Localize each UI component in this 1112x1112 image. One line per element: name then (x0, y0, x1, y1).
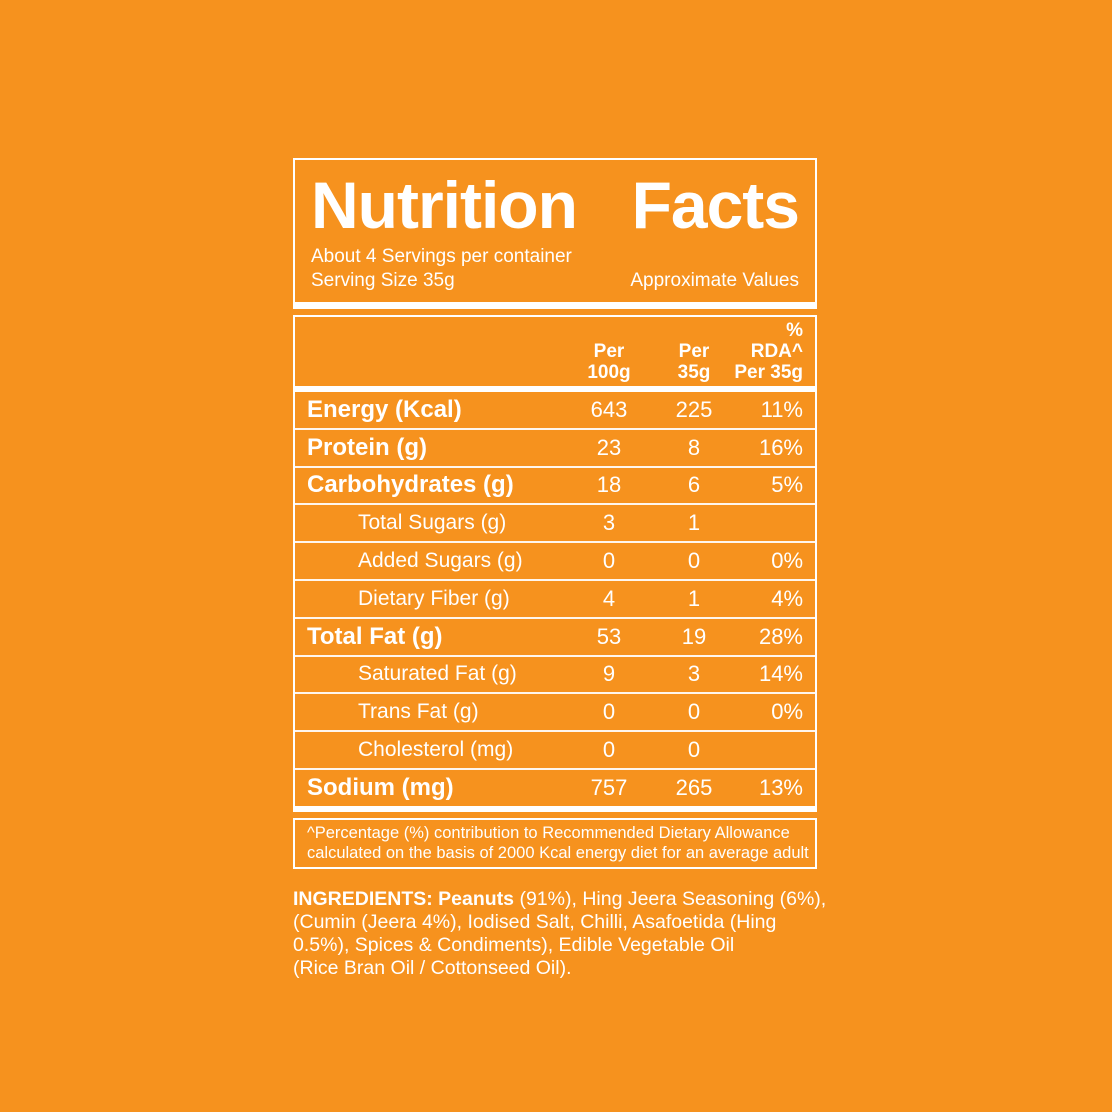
ingredients-line: (Rice Bran Oil / Cottonseed Oil). (293, 956, 572, 979)
table-row (295, 692, 815, 730)
value-per-35g: 1 (687, 585, 701, 611)
value-per-100g: 18 (596, 472, 622, 498)
value-rda-per-35g: 28% (758, 623, 803, 649)
row-label: Total Fat (g) (307, 622, 443, 650)
value-per-100g: 757 (590, 774, 628, 800)
row-label: Dietary Fiber (g) (358, 586, 510, 610)
title-word-nutrition: Nutrition (311, 168, 577, 242)
value-per-35g: 3 (687, 661, 701, 687)
value-per-35g: 6 (687, 472, 701, 498)
value-per-35g: 225 (675, 396, 713, 422)
table-row (295, 392, 815, 428)
row-label: Saturated Fat (g) (358, 662, 517, 686)
ingredients-line: (Cumin (Jeera 4%), Iodised Salt, Chilli, Asafoetida (Hing (293, 910, 777, 933)
value-rda-per-35g: 14% (758, 661, 803, 687)
row-label: Total Sugars (g) (358, 511, 507, 535)
row-label: Cholesterol (mg) (358, 738, 514, 762)
header-box (293, 158, 817, 309)
nutrition-facts-label (293, 158, 893, 980)
value-per-35g: 0 (687, 737, 701, 763)
value-rda-per-35g: 4% (771, 585, 803, 611)
value-rda-per-35g: 0% (771, 548, 803, 574)
row-label: Sodium (mg) (307, 773, 454, 801)
value-per-35g: 8 (687, 434, 701, 460)
value-rda-per-35g: 13% (758, 774, 803, 800)
col-header-per-35g (659, 341, 729, 383)
footnote-line: ^Percentage (%) contribution to Recommended Dietary Allowance (307, 823, 790, 842)
value-per-100g: 643 (590, 396, 628, 422)
value-per-35g: 19 (681, 623, 707, 649)
value-per-100g: 53 (596, 623, 622, 649)
value-rda-per-35g: 11% (760, 396, 803, 422)
row-label: Trans Fat (g) (358, 700, 479, 724)
value-per-100g: 23 (596, 434, 622, 460)
col-header-line: 35g (677, 362, 711, 383)
col-header-line: Per (678, 341, 710, 362)
col-header-line: Per (593, 341, 625, 362)
value-per-100g: 0 (602, 699, 616, 725)
table-row (295, 466, 815, 504)
footnote-line: calculated on the basis of 2000 Kcal energy diet for an average adult (307, 843, 809, 862)
value-per-35g: 265 (675, 774, 713, 800)
table-row (295, 768, 815, 806)
ingredients-section (293, 888, 893, 980)
value-per-100g: 0 (602, 548, 616, 574)
value-per-100g: 0 (602, 737, 616, 763)
table-row (295, 503, 815, 541)
ingredients-line (293, 888, 893, 911)
col-header-line: Per 35g (734, 362, 803, 383)
table-row (295, 579, 815, 617)
approximate-values-label: Approximate Values (630, 270, 799, 291)
nutrition-table (293, 315, 817, 812)
value-per-35g: 0 (687, 699, 701, 725)
value-per-35g: 0 (687, 548, 701, 574)
value-rda-per-35g: 5% (771, 472, 803, 498)
servings-per-container: About 4 Servings per container (311, 246, 572, 267)
row-label: Protein (g) (307, 433, 427, 461)
ingredients-line: 0.5%), Spices & Condiments), Edible Vegetable Oil (293, 933, 735, 956)
col-header-rda-per-35g (729, 320, 803, 383)
col-header-per-100g (559, 341, 659, 383)
table-row (295, 541, 815, 579)
table-row (295, 730, 815, 768)
value-rda-per-35g: 16% (758, 434, 803, 460)
ingredients-text: (91%), Hing Jeera Seasoning (6%), (514, 887, 827, 910)
table-row (295, 655, 815, 693)
row-label: Added Sugars (g) (358, 549, 523, 573)
table-row (295, 428, 815, 466)
value-per-100g: 4 (602, 585, 616, 611)
rda-footnote (293, 818, 817, 869)
column-headers (295, 317, 815, 392)
col-header-line: 100g (587, 362, 631, 383)
row-label: Carbohydrates (g) (307, 471, 514, 499)
ingredients-label: INGREDIENTS: Peanuts (293, 887, 515, 910)
value-per-35g: 1 (687, 510, 701, 536)
serving-size: Serving Size 35g (311, 270, 455, 291)
table-row (295, 617, 815, 655)
nutrition-facts-title (311, 168, 799, 242)
col-header-line: % RDA^ (750, 320, 803, 362)
title-word-facts: Facts (631, 168, 799, 242)
value-per-100g: 3 (602, 510, 616, 536)
row-label: Energy (Kcal) (307, 395, 462, 423)
value-rda-per-35g: 0% (771, 699, 803, 725)
value-per-100g: 9 (602, 661, 616, 687)
